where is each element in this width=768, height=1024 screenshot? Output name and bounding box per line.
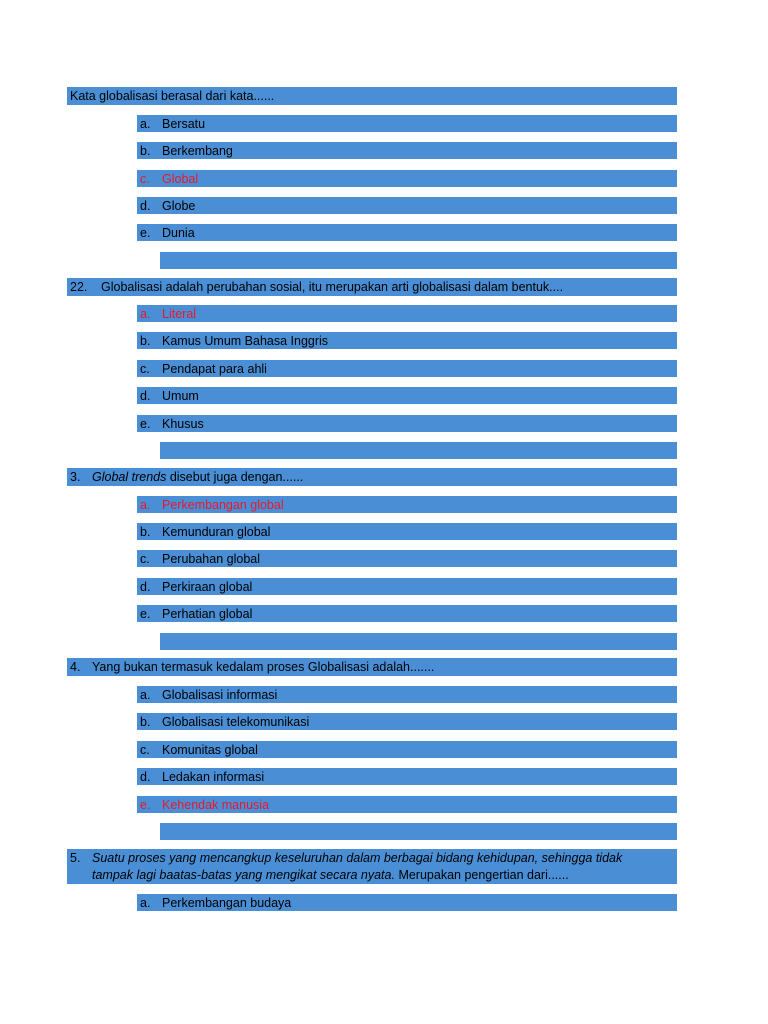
option-letter: d. bbox=[140, 389, 151, 403]
option-text: Kehendak manusia bbox=[162, 798, 270, 812]
q4-option-d bbox=[137, 768, 677, 785]
q4-option-b bbox=[137, 713, 677, 730]
question-3 bbox=[67, 468, 677, 486]
answer-spacer bbox=[160, 252, 677, 269]
q3-option-a-correct bbox=[137, 496, 677, 513]
option-text: Berkembang bbox=[162, 144, 233, 158]
question-italic-text: Suatu proses yang mencangkup keseluruhan dalam berbagai bidang kehidupan, sehingga tidak bbox=[92, 851, 623, 865]
question-text: disebut juga dengan...... bbox=[166, 470, 304, 484]
option-letter: d. bbox=[140, 580, 151, 594]
answer-spacer bbox=[160, 633, 677, 650]
option-text: Khusus bbox=[162, 417, 204, 431]
option-text: Globalisasi informasi bbox=[162, 688, 278, 702]
q4-option-c bbox=[137, 741, 677, 758]
option-text: Kemunduran global bbox=[162, 525, 271, 539]
question-text: Kata globalisasi berasal dari kata...... bbox=[70, 89, 275, 103]
option-letter: c. bbox=[140, 743, 150, 757]
option-text: Dunia bbox=[162, 226, 195, 240]
option-letter: c. bbox=[140, 172, 150, 186]
q3-option-d bbox=[137, 578, 677, 595]
option-text: Bersatu bbox=[162, 117, 206, 131]
option-letter: a. bbox=[140, 896, 151, 910]
option-letter: e. bbox=[140, 226, 151, 240]
q3-option-c bbox=[137, 550, 677, 567]
option-text: Globe bbox=[162, 199, 196, 213]
option-letter: e. bbox=[140, 798, 151, 812]
option-text: Ledakan informasi bbox=[162, 770, 265, 784]
answer-spacer bbox=[160, 823, 677, 840]
q3-option-e bbox=[137, 605, 677, 622]
option-text: Umum bbox=[162, 389, 199, 403]
option-text: Kamus Umum Bahasa Inggris bbox=[162, 334, 329, 348]
q1-option-c-correct bbox=[137, 170, 677, 187]
q22-option-a-correct bbox=[137, 305, 677, 322]
question-number: 3. bbox=[70, 470, 81, 484]
q22-option-e bbox=[137, 415, 677, 432]
question-italic-text: Global trends bbox=[92, 470, 167, 484]
option-text: Perkembangan budaya bbox=[162, 896, 292, 910]
option-letter: b. bbox=[140, 715, 151, 729]
question-number: 5. bbox=[70, 851, 81, 865]
q22-option-d bbox=[137, 387, 677, 404]
question-number: 4. bbox=[70, 660, 81, 674]
q22-option-b bbox=[137, 332, 677, 349]
question-line-1 bbox=[70, 849, 622, 867]
option-text: Literal bbox=[162, 307, 197, 321]
question-italic-text: tampak lagi baatas-batas yang mengikat secara nyata. bbox=[92, 868, 395, 882]
question-text: Merupakan pengertian dari...... bbox=[394, 868, 569, 882]
option-letter: c. bbox=[140, 362, 150, 376]
option-text: Global bbox=[162, 172, 199, 186]
answer-spacer bbox=[160, 442, 677, 459]
option-text: Pendapat para ahli bbox=[162, 362, 267, 376]
option-letter: a. bbox=[140, 117, 151, 131]
option-letter: e. bbox=[140, 607, 151, 621]
option-letter: c. bbox=[140, 552, 150, 566]
question-line-2 bbox=[92, 866, 569, 884]
option-text: Perkembangan global bbox=[162, 498, 284, 512]
q4-option-e-correct bbox=[137, 796, 677, 813]
q3-option-b bbox=[137, 523, 677, 540]
option-letter: d. bbox=[140, 770, 151, 784]
q4-option-a bbox=[137, 686, 677, 703]
option-text: Perubahan global bbox=[162, 552, 260, 566]
question-1 bbox=[67, 87, 677, 105]
option-text: Perkiraan global bbox=[162, 580, 253, 594]
option-text: Globalisasi telekomunikasi bbox=[162, 715, 310, 729]
option-letter: b. bbox=[140, 525, 151, 539]
q1-option-e bbox=[137, 224, 677, 241]
question-5 bbox=[67, 849, 677, 884]
option-text: Komunitas global bbox=[162, 743, 258, 757]
question-4 bbox=[67, 658, 677, 676]
option-letter: d. bbox=[140, 199, 151, 213]
question-number: 22. bbox=[70, 280, 88, 294]
q1-option-b bbox=[137, 142, 677, 159]
option-letter: a. bbox=[140, 688, 151, 702]
option-letter: a. bbox=[140, 498, 151, 512]
q22-option-c bbox=[137, 360, 677, 377]
question-text: Yang bukan termasuk kedalam proses Globalisasi adalah....... bbox=[92, 660, 435, 674]
option-letter: a. bbox=[140, 307, 151, 321]
q5-option-a bbox=[137, 894, 677, 911]
option-text: Perhatian global bbox=[162, 607, 253, 621]
question-text: Globalisasi adalah perubahan sosial, itu merupakan arti globalisasi dalam bentuk.... bbox=[101, 280, 564, 294]
q1-option-d bbox=[137, 197, 677, 214]
q1-option-a bbox=[137, 115, 677, 132]
option-letter: b. bbox=[140, 334, 151, 348]
option-letter: e. bbox=[140, 417, 151, 431]
question-22 bbox=[67, 278, 677, 296]
option-letter: b. bbox=[140, 144, 151, 158]
